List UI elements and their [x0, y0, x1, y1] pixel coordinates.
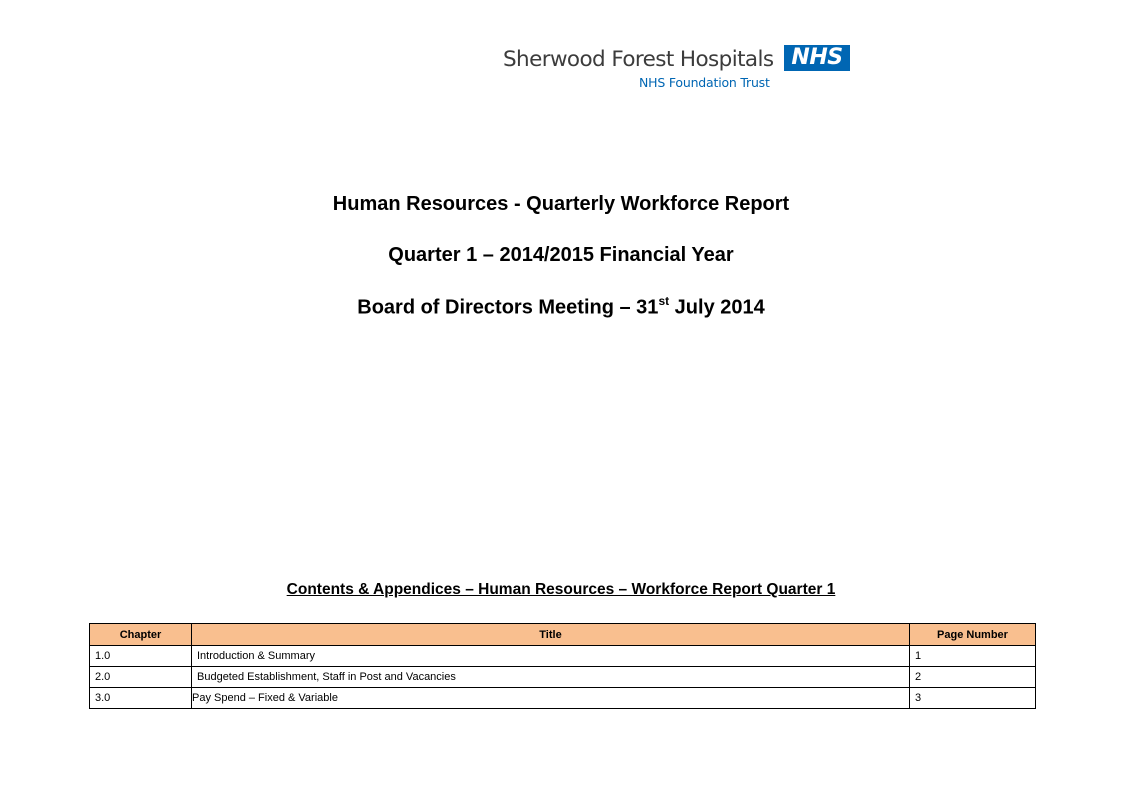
logo-subtitle: NHS Foundation Trust	[639, 75, 770, 90]
table-row	[90, 646, 1036, 667]
meeting-prefix: Board of Directors Meeting – 31	[357, 296, 659, 319]
report-period: Quarter 1 – 2014/2015 Financial Year	[388, 244, 734, 266]
chapter-cell: 2.0	[90, 667, 192, 688]
page-cell: 2	[910, 667, 1036, 688]
title-cell: Budgeted Establishment, Staff in Post and Vacancies	[192, 667, 910, 688]
report-title: Human Resources - Quarterly Workforce Report	[332, 193, 790, 215]
meeting-line	[0, 295, 1122, 320]
column-header-title: Title	[192, 624, 910, 646]
table-row	[90, 688, 1036, 709]
table-row	[90, 667, 1036, 688]
chapter-cell: 1.0	[90, 646, 192, 667]
chapter-cell: 3.0	[90, 688, 192, 709]
title-cell: Pay Spend – Fixed & Variable	[192, 688, 910, 709]
nhs-logo-mark: NHS	[784, 45, 850, 71]
column-header-page-number: Page Number	[910, 624, 1036, 646]
logo-org-name: Sherwood Forest Hospitals	[503, 47, 774, 72]
meeting-date-suffix: st	[658, 294, 670, 308]
contents-heading: Contents & Appendices – Human Resources – Workforce Report Quarter 1	[286, 581, 836, 598]
trust-logo	[503, 44, 850, 94]
meeting-suffix: July 2014	[669, 296, 765, 319]
page-cell: 1	[910, 646, 1036, 667]
contents-header-row	[90, 624, 1036, 646]
contents-table	[89, 623, 1036, 709]
page-cell: 3	[910, 688, 1036, 709]
title-cell: Introduction & Summary	[192, 646, 910, 667]
column-header-chapter: Chapter	[90, 624, 192, 646]
